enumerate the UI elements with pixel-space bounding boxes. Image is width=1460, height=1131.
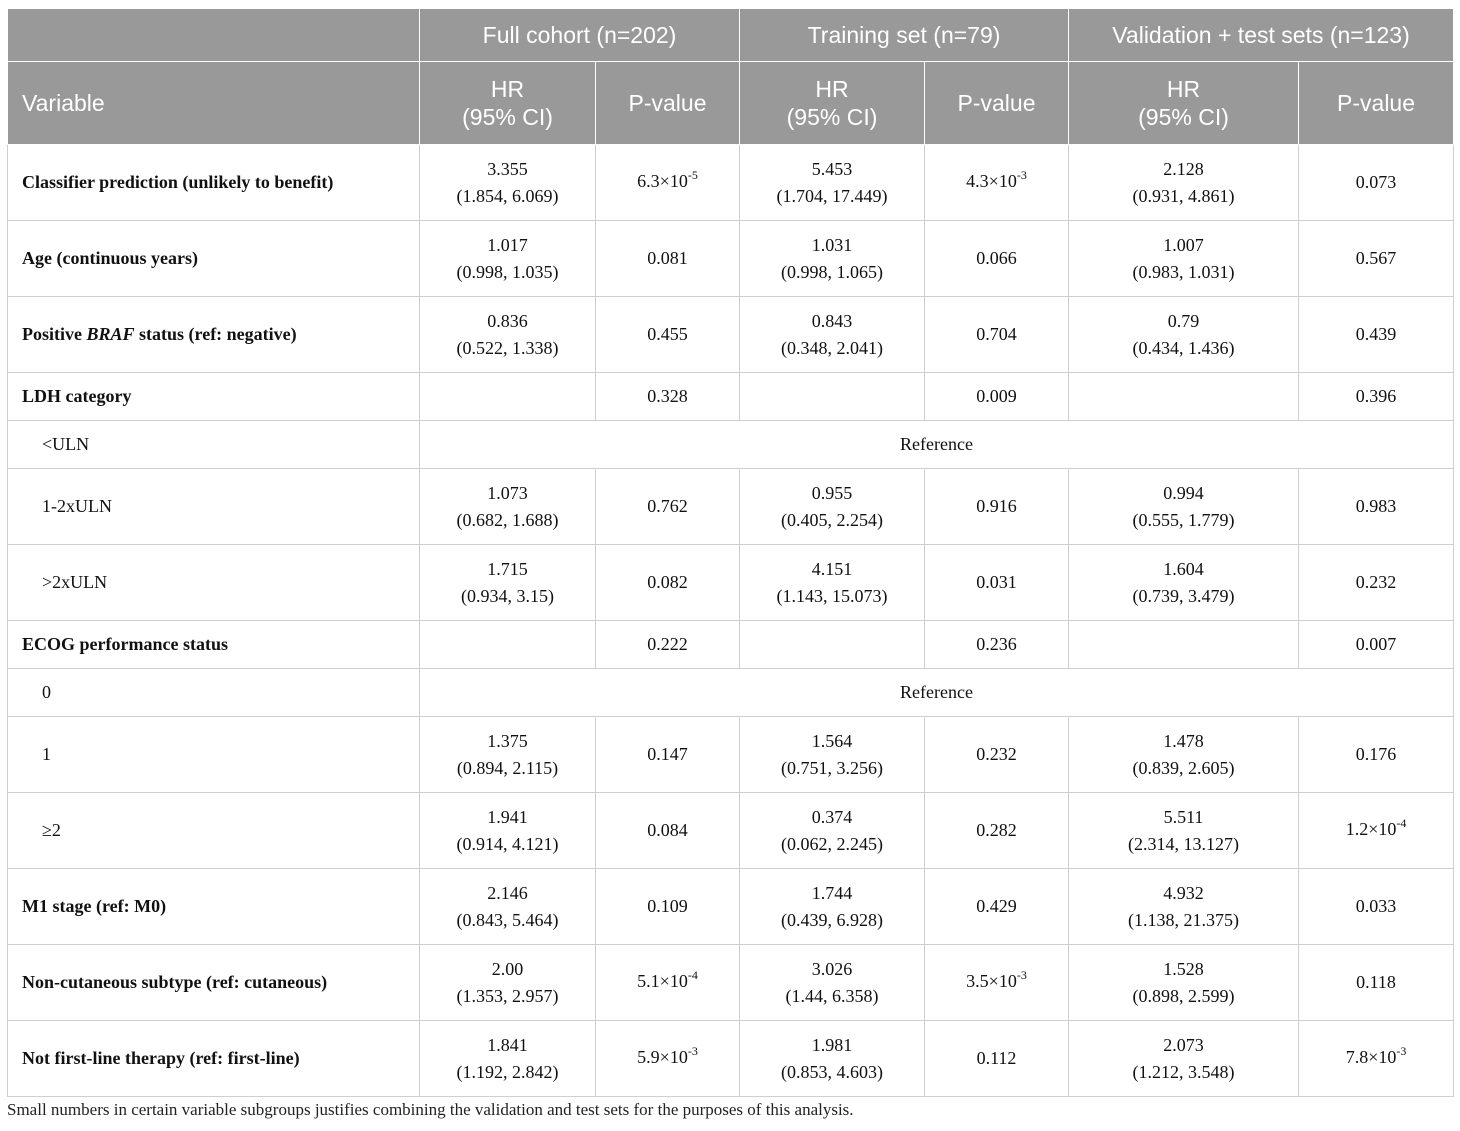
ci-value: (0.934, 3.15) bbox=[461, 585, 554, 606]
hr-value: 0.843 bbox=[811, 310, 853, 331]
variable-cell bbox=[8, 297, 420, 373]
hr-cell bbox=[420, 869, 596, 945]
pvalue-base: 6.3×10 bbox=[637, 171, 688, 191]
pvalue-cell: 0.232 bbox=[1299, 545, 1454, 621]
hr-cell bbox=[740, 1021, 925, 1097]
pvalue-base: 3.5×10 bbox=[966, 971, 1017, 991]
pvalue-base: 5.9×10 bbox=[637, 1047, 688, 1067]
pvalue-cell: 0.066 bbox=[925, 221, 1069, 297]
hr-cell bbox=[420, 297, 596, 373]
table-row bbox=[8, 421, 1454, 469]
variable-cell: Non-cutaneous subtype (ref: cutaneous) bbox=[8, 945, 420, 1021]
pvalue-base: 5.1×10 bbox=[637, 971, 688, 991]
hr-value: 1.073 bbox=[487, 482, 528, 503]
hr-value: 4.151 bbox=[811, 558, 853, 579]
table-row bbox=[8, 545, 1454, 621]
table-row bbox=[8, 145, 1454, 221]
hr-cell bbox=[420, 945, 596, 1021]
pvalue-cell: 0.232 bbox=[925, 717, 1069, 793]
table-row bbox=[8, 297, 1454, 373]
hr-value: 1.007 bbox=[1163, 234, 1204, 255]
table-row bbox=[8, 1021, 1454, 1097]
ci-value: (1.192, 2.842) bbox=[456, 1061, 559, 1082]
pvalue-cell: 0.282 bbox=[925, 793, 1069, 869]
hr-cell bbox=[1069, 145, 1299, 221]
ci-value: (1.138, 21.375) bbox=[1128, 909, 1240, 930]
ci-value: (0.062, 2.245) bbox=[781, 833, 883, 854]
header-blank bbox=[8, 9, 420, 62]
hr-cell bbox=[740, 869, 925, 945]
hr-cell bbox=[1069, 945, 1299, 1021]
table-row bbox=[8, 221, 1454, 297]
hr-cell-empty bbox=[740, 373, 925, 421]
table-row bbox=[8, 373, 1454, 421]
ci-value: (1.143, 15.073) bbox=[776, 585, 888, 606]
ci-value: (0.439, 6.928) bbox=[781, 909, 883, 930]
ci-value: (1.353, 2.957) bbox=[456, 985, 559, 1006]
pvalue-exponent: -3 bbox=[1016, 968, 1027, 982]
pvalue-cell: 0.009 bbox=[925, 373, 1069, 421]
pvalue-cell bbox=[596, 145, 740, 221]
ci-value: (1.212, 3.548) bbox=[1132, 1061, 1235, 1082]
header-ci-label: (95% CI) bbox=[1138, 104, 1229, 130]
hr-cell bbox=[420, 221, 596, 297]
ci-value: (0.894, 2.115) bbox=[456, 757, 559, 778]
hr-value: 1.478 bbox=[1163, 730, 1204, 751]
ci-value: (0.839, 2.605) bbox=[1132, 757, 1235, 778]
table-row bbox=[8, 793, 1454, 869]
hr-cell bbox=[420, 793, 596, 869]
pvalue-cell: 0.916 bbox=[925, 469, 1069, 545]
subgroup-cell: >2xULN bbox=[8, 545, 420, 621]
hr-value: 2.128 bbox=[1163, 158, 1204, 179]
ci-value: (1.44, 6.358) bbox=[785, 985, 879, 1006]
hazard-ratio-table-container bbox=[7, 8, 1453, 1097]
hr-cell bbox=[1069, 297, 1299, 373]
hr-value: 4.932 bbox=[1163, 882, 1204, 903]
hr-value: 1.528 bbox=[1163, 958, 1204, 979]
pvalue-exponent: -3 bbox=[687, 1044, 698, 1058]
pvalue-cell: 0.147 bbox=[596, 717, 740, 793]
hr-value: 1.715 bbox=[487, 558, 528, 579]
hr-value: 0.374 bbox=[811, 806, 853, 827]
pvalue-cell: 0.084 bbox=[596, 793, 740, 869]
hr-value: 1.375 bbox=[487, 730, 528, 751]
variable-cell: LDH category bbox=[8, 373, 420, 421]
hr-cell bbox=[740, 297, 925, 373]
pvalue-cell bbox=[596, 945, 740, 1021]
ci-value: (2.314, 13.127) bbox=[1128, 833, 1240, 854]
header-hr-label: HR bbox=[815, 76, 849, 102]
hazard-ratio-table bbox=[7, 8, 1454, 1097]
hr-cell bbox=[740, 945, 925, 1021]
ci-value: (0.983, 1.031) bbox=[1132, 261, 1235, 282]
hr-value: 2.146 bbox=[487, 882, 528, 903]
ci-value: (0.434, 1.436) bbox=[1132, 337, 1235, 358]
ci-value: (0.931, 4.861) bbox=[1132, 185, 1235, 206]
hr-value: 0.836 bbox=[487, 310, 528, 331]
table-header bbox=[8, 9, 1454, 145]
header-hr-label: HR bbox=[490, 76, 525, 102]
variable-cell: Age (continuous years) bbox=[8, 221, 420, 297]
pvalue-cell: 0.082 bbox=[596, 545, 740, 621]
header-ci-label: (95% CI) bbox=[786, 104, 878, 130]
table-row bbox=[8, 945, 1454, 1021]
hr-cell bbox=[1069, 1021, 1299, 1097]
hr-cell bbox=[420, 1021, 596, 1097]
subgroup-cell: 1-2xULN bbox=[8, 469, 420, 545]
hr-value: 1.564 bbox=[811, 730, 853, 751]
ci-value: (0.998, 1.065) bbox=[781, 261, 883, 282]
hr-value: 1.941 bbox=[487, 806, 528, 827]
pvalue-cell: 0.439 bbox=[1299, 297, 1454, 373]
reference-cell: Reference bbox=[420, 669, 1454, 717]
ci-value: (0.853, 4.603) bbox=[781, 1061, 883, 1082]
pvalue-base: 1.2×10 bbox=[1345, 819, 1397, 839]
subgroup-cell: 1 bbox=[8, 717, 420, 793]
header-group-validation-test: Validation + test sets (n=123) bbox=[1069, 9, 1454, 62]
subgroup-cell: ≥2 bbox=[8, 793, 420, 869]
table-row bbox=[8, 869, 1454, 945]
hr-value: 5.453 bbox=[811, 158, 853, 179]
subgroup-cell: <ULN bbox=[8, 421, 420, 469]
hr-value: 5.511 bbox=[1163, 806, 1204, 827]
hr-value: 0.955 bbox=[811, 482, 853, 503]
table-body bbox=[8, 145, 1454, 1097]
hr-value: 2.073 bbox=[1163, 1034, 1204, 1055]
hr-cell bbox=[1069, 545, 1299, 621]
pvalue-exponent: -3 bbox=[1016, 168, 1027, 182]
hr-cell bbox=[740, 793, 925, 869]
header-ci-label: (95% CI) bbox=[462, 104, 553, 130]
pvalue-cell: 0.983 bbox=[1299, 469, 1454, 545]
pvalue-exponent: -4 bbox=[1396, 816, 1407, 830]
header-variable: Variable bbox=[8, 62, 420, 145]
hr-cell bbox=[740, 717, 925, 793]
hr-cell bbox=[420, 545, 596, 621]
hr-cell bbox=[740, 545, 925, 621]
hr-cell-empty bbox=[1069, 373, 1299, 421]
pvalue-cell bbox=[925, 945, 1069, 1021]
pvalue-cell: 0.031 bbox=[925, 545, 1069, 621]
table-row bbox=[8, 669, 1454, 717]
hr-value: 3.355 bbox=[487, 158, 528, 179]
hr-cell bbox=[740, 221, 925, 297]
table-row bbox=[8, 469, 1454, 545]
hr-value: 3.026 bbox=[811, 958, 853, 979]
hr-value: 1.604 bbox=[1163, 558, 1204, 579]
pvalue-cell: 0.567 bbox=[1299, 221, 1454, 297]
hr-value: 0.994 bbox=[1163, 482, 1204, 503]
pvalue-base: 7.8×10 bbox=[1345, 1047, 1397, 1067]
hr-cell bbox=[740, 469, 925, 545]
pvalue-cell bbox=[596, 1021, 740, 1097]
pvalue-cell: 0.222 bbox=[596, 621, 740, 669]
hr-cell bbox=[1069, 469, 1299, 545]
pvalue-cell: 0.176 bbox=[1299, 717, 1454, 793]
variable-label-gene: BRAF bbox=[86, 324, 135, 344]
pvalue-exponent: -3 bbox=[1396, 1044, 1407, 1058]
hr-value: 1.744 bbox=[811, 882, 853, 903]
pvalue-cell: 0.118 bbox=[1299, 945, 1454, 1021]
variable-cell: M1 stage (ref: M0) bbox=[8, 869, 420, 945]
table-row bbox=[8, 717, 1454, 793]
pvalue-cell: 0.429 bbox=[925, 869, 1069, 945]
header-hr-label: HR bbox=[1166, 76, 1201, 102]
variable-cell: ECOG performance status bbox=[8, 621, 420, 669]
ci-value: (0.898, 2.599) bbox=[1132, 985, 1235, 1006]
pvalue-cell: 0.704 bbox=[925, 297, 1069, 373]
variable-cell: Not first-line therapy (ref: first-line) bbox=[8, 1021, 420, 1097]
hr-cell bbox=[740, 145, 925, 221]
variable-cell: Classifier prediction (unlikely to benefit) bbox=[8, 145, 420, 221]
table-row bbox=[8, 621, 1454, 669]
pvalue-cell: 0.455 bbox=[596, 297, 740, 373]
ci-value: (0.843, 5.464) bbox=[456, 909, 559, 930]
hr-cell bbox=[420, 469, 596, 545]
pvalue-cell: 0.762 bbox=[596, 469, 740, 545]
ci-value: (0.555, 1.779) bbox=[1132, 509, 1235, 530]
pvalue-cell: 0.396 bbox=[1299, 373, 1454, 421]
ci-value: (0.739, 3.479) bbox=[1132, 585, 1235, 606]
reference-cell: Reference bbox=[420, 421, 1454, 469]
header-group-full-cohort: Full cohort (n=202) bbox=[420, 9, 740, 62]
header-pvalue-full: P-value bbox=[596, 62, 740, 145]
hr-value: 1.841 bbox=[487, 1034, 528, 1055]
ci-value: (0.348, 2.041) bbox=[781, 337, 883, 358]
header-pvalue-validation: P-value bbox=[1299, 62, 1454, 145]
hr-cell bbox=[1069, 221, 1299, 297]
pvalue-cell: 0.236 bbox=[925, 621, 1069, 669]
ci-value: (0.914, 4.121) bbox=[456, 833, 559, 854]
hr-value: 1.031 bbox=[811, 234, 853, 255]
pvalue-cell: 0.081 bbox=[596, 221, 740, 297]
header-pvalue-training: P-value bbox=[925, 62, 1069, 145]
hr-cell-empty bbox=[1069, 621, 1299, 669]
ci-value: (0.522, 1.338) bbox=[456, 337, 559, 358]
variable-label-pre: Positive bbox=[22, 324, 87, 344]
hr-cell bbox=[1069, 793, 1299, 869]
pvalue-cell: 0.328 bbox=[596, 373, 740, 421]
header-hr-training bbox=[740, 62, 925, 145]
ci-value: (1.704, 17.449) bbox=[776, 185, 888, 206]
pvalue-cell bbox=[1299, 1021, 1454, 1097]
hr-value: 2.00 bbox=[491, 958, 524, 979]
pvalue-cell: 0.033 bbox=[1299, 869, 1454, 945]
hr-cell-empty bbox=[420, 621, 596, 669]
ci-value: (0.751, 3.256) bbox=[781, 757, 883, 778]
pvalue-cell: 0.112 bbox=[925, 1021, 1069, 1097]
hr-cell-empty bbox=[420, 373, 596, 421]
subgroup-cell: 0 bbox=[8, 669, 420, 717]
hr-cell bbox=[1069, 869, 1299, 945]
variable-label-post: status (ref: negative) bbox=[134, 324, 297, 344]
hr-cell bbox=[420, 145, 596, 221]
hr-cell bbox=[420, 717, 596, 793]
pvalue-exponent: -4 bbox=[687, 968, 698, 982]
header-hr-full bbox=[420, 62, 596, 145]
ci-value: (0.682, 1.688) bbox=[456, 509, 559, 530]
ci-value: (1.854, 6.069) bbox=[456, 185, 559, 206]
pvalue-exponent: -5 bbox=[687, 168, 698, 182]
pvalue-cell bbox=[1299, 793, 1454, 869]
hr-value: 1.017 bbox=[487, 234, 528, 255]
header-hr-validation bbox=[1069, 62, 1299, 145]
pvalue-cell: 0.109 bbox=[596, 869, 740, 945]
ci-value: (0.405, 2.254) bbox=[781, 509, 883, 530]
table-footnote: Small numbers in certain variable subgroups justifies combining the validation and test sets for the purposes of this analysis. bbox=[7, 1100, 854, 1119]
pvalue-base: 4.3×10 bbox=[966, 171, 1017, 191]
pvalue-cell: 0.073 bbox=[1299, 145, 1454, 221]
hr-value: 0.79 bbox=[1167, 310, 1200, 331]
hr-value: 1.981 bbox=[811, 1034, 853, 1055]
hr-cell bbox=[1069, 717, 1299, 793]
ci-value: (0.998, 1.035) bbox=[456, 261, 559, 282]
hr-cell-empty bbox=[740, 621, 925, 669]
header-group-training-set: Training set (n=79) bbox=[740, 9, 1069, 62]
pvalue-cell: 0.007 bbox=[1299, 621, 1454, 669]
pvalue-cell bbox=[925, 145, 1069, 221]
